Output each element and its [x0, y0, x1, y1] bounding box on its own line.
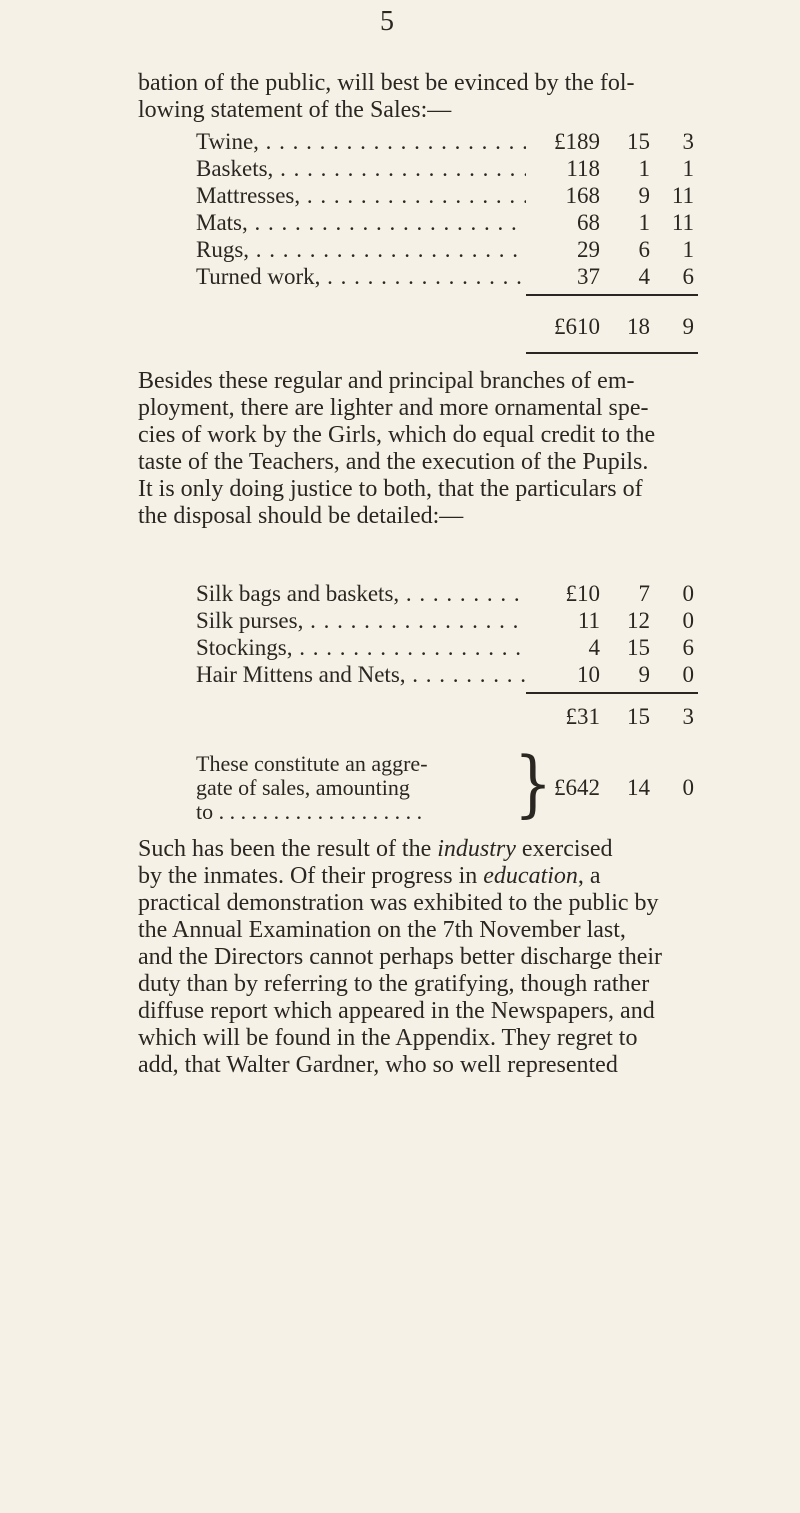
- text-line: gate of sales, amounting: [196, 775, 410, 800]
- text-fragment: , a: [577, 863, 601, 889]
- sum-rule: [526, 294, 698, 296]
- total-pence: 3: [682, 704, 694, 729]
- ledger-item: Twine, . . .: [196, 128, 526, 155]
- text-line: taste of the Teachers, and the execution of the Pupils.: [138, 449, 649, 475]
- ledger-pounds: 68: [577, 210, 600, 235]
- total-pounds: £610: [554, 314, 600, 339]
- text-line: bation of the public, will best be evinced by the fol-: [138, 70, 635, 96]
- ledger-pence: 11: [671, 183, 694, 208]
- page-number: 5: [380, 6, 394, 37]
- ledger-shillings: 4: [638, 264, 650, 289]
- ledger-pence: 1: [682, 237, 694, 262]
- aggregate-pounds: £642: [554, 775, 600, 800]
- ledger-pounds: £189: [554, 129, 600, 154]
- ledger-pence: 6: [682, 264, 694, 289]
- ledger-shillings: 7: [638, 581, 650, 606]
- aggregate-block: [196, 742, 756, 842]
- ledger-item: Rugs, . . .: [196, 236, 526, 263]
- total-pounds: £31: [565, 704, 600, 729]
- intro-paragraph: [138, 70, 778, 124]
- ledger-item: Silk purses, . . .: [196, 607, 526, 634]
- ledger-row: [196, 263, 716, 290]
- sales-total-row: [196, 314, 716, 341]
- ledger-row: [196, 209, 716, 236]
- ledger-shillings: 9: [638, 183, 650, 208]
- sales-ledger: [196, 128, 716, 290]
- ledger-row: [196, 236, 716, 263]
- text-line: the Annual Examination on the 7th November last,: [138, 917, 626, 943]
- ledger-pence: 0: [682, 608, 694, 633]
- aggregate-label: [196, 752, 516, 824]
- total-shillings: 18: [627, 314, 650, 339]
- ledger-row: [196, 580, 716, 607]
- ledger-row: [196, 607, 716, 634]
- ledger-row: [196, 155, 716, 182]
- ledger-pence: 0: [682, 581, 694, 606]
- total-pence: 9: [682, 314, 694, 339]
- text-line: practical demonstration was exhibited to the public by: [138, 890, 659, 916]
- brace-glyph: }: [514, 742, 553, 826]
- text-line: duty than by referring to the gratifying, though rather: [138, 971, 650, 997]
- ledger-pounds: 10: [577, 662, 600, 687]
- text-line: These constitute an aggre-: [196, 751, 428, 776]
- aggregate-shillings: 14: [627, 775, 650, 800]
- text-line: which will be found in the Appendix. They regret to: [138, 1025, 638, 1051]
- ledger-pence: 3: [682, 129, 694, 154]
- ledger-pounds: 168: [565, 183, 600, 208]
- ledger-pence: 0: [682, 662, 694, 687]
- ledger-shillings: 12: [627, 608, 650, 633]
- text-line: Besides these regular and principal branches of em-: [138, 368, 635, 394]
- text-line: ployment, there are lighter and more ornamental spe-: [138, 395, 649, 421]
- middle-paragraph: [138, 368, 778, 530]
- ledger-pounds: 118: [566, 156, 600, 181]
- ledger-shillings: 1: [638, 210, 650, 235]
- aggregate-pence: 0: [682, 775, 694, 800]
- ledger-row: [196, 128, 716, 155]
- text-fragment: Such has been the result of the: [138, 836, 438, 862]
- closing-paragraph: [138, 836, 778, 1079]
- emphasis-industry: industry: [437, 836, 516, 862]
- ledger-row: [196, 634, 716, 661]
- text-line: It is only doing justice to both, that the particulars of: [138, 476, 643, 502]
- ledger-row: [196, 182, 716, 209]
- text-line: lowing statement of the Sales:—: [138, 97, 452, 123]
- ledger-item: Stockings, . . .: [196, 634, 526, 661]
- ledger-row: [196, 661, 716, 688]
- sum-rule: [526, 692, 698, 694]
- text-line: to . . . . . . . . . . . . . . . . . . .: [196, 799, 423, 824]
- fancy-work-ledger: [196, 580, 716, 688]
- ledger-pence: 6: [682, 635, 694, 660]
- ledger-pence: 1: [682, 156, 694, 181]
- ledger-item: Turned work, . . .: [196, 263, 526, 290]
- ledger-shillings: 15: [627, 635, 650, 660]
- ledger-pounds: 29: [577, 237, 600, 262]
- ledger-pounds: £10: [565, 581, 600, 606]
- text-line: [138, 836, 778, 863]
- emphasis-education: education: [483, 863, 578, 889]
- text-line: the disposal should be detailed:—: [138, 503, 464, 529]
- text-line: [138, 863, 778, 890]
- ledger-shillings: 15: [627, 129, 650, 154]
- ledger-shillings: 9: [638, 662, 650, 687]
- fancy-total-row: [196, 704, 716, 731]
- ledger-pounds: 4: [588, 635, 600, 660]
- ledger-item: Mattresses, . . .: [196, 182, 526, 209]
- text-line: add, that Walter Gardner, who so well represented: [138, 1052, 618, 1078]
- text-line: and the Directors cannot perhaps better discharge their: [138, 944, 663, 970]
- text-line: diffuse report which appeared in the Newspapers, and: [138, 998, 655, 1024]
- text-fragment: exercised: [515, 836, 613, 862]
- ledger-item: Hair Mittens and Nets, . . .: [196, 661, 526, 688]
- ledger-item: Mats, . . .: [196, 209, 526, 236]
- sum-rule: [526, 352, 698, 354]
- ledger-item: Baskets, . . .: [196, 155, 526, 182]
- text-fragment: by the inmates. Of their progress in: [138, 863, 484, 889]
- ledger-shillings: 6: [638, 237, 650, 262]
- ledger-pence: 11: [671, 210, 694, 235]
- ledger-item: Silk bags and baskets, . . .: [196, 580, 526, 607]
- ledger-pounds: 11: [577, 608, 600, 633]
- total-shillings: 15: [627, 704, 650, 729]
- text-line: cies of work by the Girls, which do equal credit to the: [138, 422, 656, 448]
- ledger-pounds: 37: [577, 264, 600, 289]
- ledger-shillings: 1: [638, 156, 650, 181]
